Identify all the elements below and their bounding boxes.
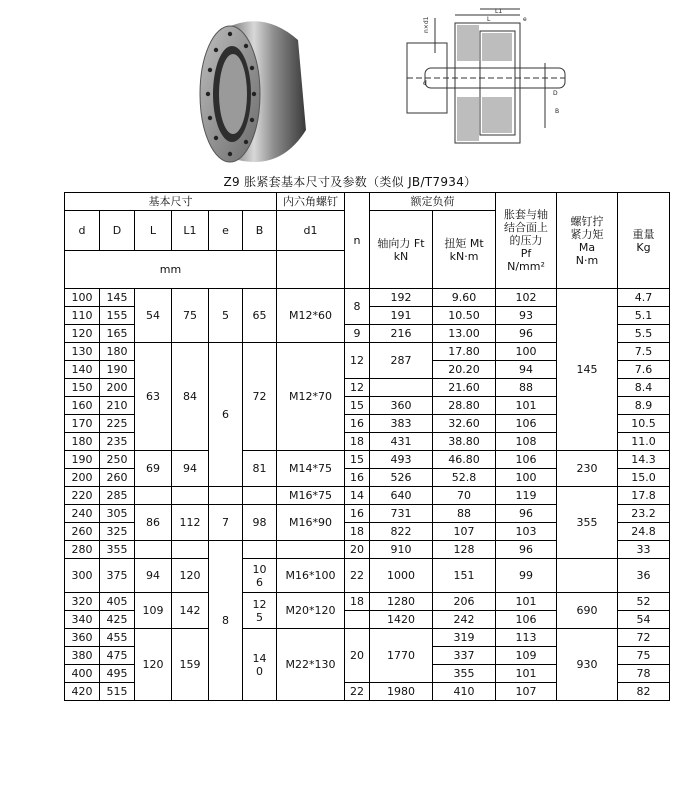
header-rated-load: 额定负荷 (370, 193, 496, 211)
cell-d: 120 (65, 325, 100, 343)
cell-e: 8 (209, 541, 243, 701)
cell-B: 65 (243, 289, 277, 343)
header-pressure (496, 193, 557, 289)
drawing-label-d: d (423, 80, 427, 87)
cell-D: 210 (100, 397, 135, 415)
cell-L: 94 (135, 559, 172, 593)
cell-kg: 5.5 (618, 325, 670, 343)
spec-table (64, 192, 670, 701)
cell-kg: 23.2 (618, 505, 670, 523)
header-basic-dims: 基本尺寸 (65, 193, 277, 211)
cell-ft: 383 (370, 415, 433, 433)
header-unit-mm: mm (65, 251, 277, 289)
cell-mt: 13.00 (433, 325, 496, 343)
header-L1: L1 (172, 211, 209, 251)
cell-D: 155 (100, 307, 135, 325)
cell-D: 285 (100, 487, 135, 505)
header-mt-line2: kN·m (449, 249, 479, 263)
cell-kg: 8.9 (618, 397, 670, 415)
cell-e-blank (209, 487, 243, 505)
cell-d1: M16*100 (277, 559, 345, 593)
cell-L1: 142 (172, 593, 209, 629)
cell-d: 160 (65, 397, 100, 415)
cell-d: 190 (65, 451, 100, 469)
header-torque-sym: Ma (578, 240, 596, 254)
cell-D: 305 (100, 505, 135, 523)
cell-d: 180 (65, 433, 100, 451)
cell-ft: 1770 (370, 629, 433, 683)
cell-pf: 101 (496, 593, 557, 611)
cell-pf: 101 (496, 665, 557, 683)
cell-pf: 106 (496, 415, 557, 433)
cell-d: 260 (65, 523, 100, 541)
cell-pf: 88 (496, 379, 557, 397)
cell-mt: 355 (433, 665, 496, 683)
cell-D: 225 (100, 415, 135, 433)
cell-ft: 731 (370, 505, 433, 523)
cell-pf: 100 (496, 469, 557, 487)
cell-kg: 17.8 (618, 487, 670, 505)
cell-ft: 1980 (370, 683, 433, 701)
cell-mt: 20.20 (433, 361, 496, 379)
cell-mt: 206 (433, 593, 496, 611)
header-axial-line1: 轴向力 Ft (377, 236, 425, 250)
header-pressure-sym: Pf (520, 247, 532, 260)
header-torque-line2: 紧力矩 (570, 227, 604, 241)
cell-d: 320 (65, 593, 100, 611)
cell-mt: 242 (433, 611, 496, 629)
header-D: D (100, 211, 135, 251)
cell-pf: 113 (496, 629, 557, 647)
cell-n-blank (345, 611, 370, 629)
cell-pf: 119 (496, 487, 557, 505)
cell-n: 12 (345, 379, 370, 397)
cell-pf: 96 (496, 325, 557, 343)
header-weight (618, 193, 670, 289)
cell-ft: 1420 (370, 611, 433, 629)
cell-ft: 360 (370, 397, 433, 415)
cell-d: 130 (65, 343, 100, 361)
cell-d1: M20*120 (277, 593, 345, 629)
cell-n: 12 (345, 343, 370, 379)
cell-kg: 75 (618, 647, 670, 665)
header-pressure-line1: 胀套与轴 (504, 208, 548, 221)
cell-mt: 32.60 (433, 415, 496, 433)
cell-mt: 10.50 (433, 307, 496, 325)
cell-kg: 7.6 (618, 361, 670, 379)
cell-d1: M12*70 (277, 343, 345, 451)
cell-mt: 38.80 (433, 433, 496, 451)
cell-L: 109 (135, 593, 172, 629)
drawing-label-D: D (553, 90, 558, 97)
cell-n: 16 (345, 415, 370, 433)
header-hex-screw: 内六角螺钉 (277, 193, 345, 211)
cell-D: 355 (100, 541, 135, 559)
cell-D: 190 (100, 361, 135, 379)
cell-D: 260 (100, 469, 135, 487)
cell-kg: 33 (618, 541, 670, 559)
cell-d: 360 (65, 629, 100, 647)
cell-kg: 36 (618, 559, 670, 593)
cell-L: 63 (135, 343, 172, 451)
cell-n: 22 (345, 683, 370, 701)
cell-n: 20 (345, 629, 370, 683)
cell-mt: 151 (433, 559, 496, 593)
cell-L1: 159 (172, 629, 209, 701)
cell-d: 170 (65, 415, 100, 433)
cell-mt: 9.60 (433, 289, 496, 307)
drawing-label-nxd1: n×d1 (423, 16, 430, 33)
cell-B: 72 (243, 343, 277, 451)
cell-ma-blank (557, 559, 618, 593)
cell-n: 8 (345, 289, 370, 325)
cell-L1-blank (172, 541, 209, 559)
cell-ma: 355 (557, 487, 618, 559)
cell-L1: 75 (172, 289, 209, 343)
cell-n: 14 (345, 487, 370, 505)
header-B: B (243, 211, 277, 251)
cell-pf: 96 (496, 505, 557, 523)
cell-d: 380 (65, 647, 100, 665)
cell-L1: 112 (172, 505, 209, 541)
cell-D: 475 (100, 647, 135, 665)
cell-kg: 54 (618, 611, 670, 629)
drawing-label-e: e (523, 16, 527, 23)
cell-pf: 106 (496, 611, 557, 629)
cell-n: 18 (345, 593, 370, 611)
cell-d: 100 (65, 289, 100, 307)
cell-d1: M16*90 (277, 505, 345, 541)
drawing-label-L1: L1 (495, 8, 503, 15)
cell-B-value: 12 5 (252, 597, 267, 624)
cell-d1: M22*130 (277, 629, 345, 701)
header-torque-mt (433, 211, 496, 289)
cell-D: 425 (100, 611, 135, 629)
cell-mt: 28.80 (433, 397, 496, 415)
cell-kg: 11.0 (618, 433, 670, 451)
header-n: n (345, 193, 370, 289)
header-weight-name: 重量 (632, 227, 655, 241)
cell-B-blank (243, 487, 277, 505)
table-title: Z9 胀紧套基本尺寸及参数（类似 JB/T7934） (223, 175, 477, 189)
expansion-sleeve-photo (186, 10, 316, 170)
cell-D: 375 (100, 559, 135, 593)
header-L: L (135, 211, 172, 251)
cell-e: 7 (209, 505, 243, 541)
cell-mt: 21.60 (433, 379, 496, 397)
cell-ma: 145 (557, 289, 618, 451)
cell-pf: 107 (496, 683, 557, 701)
header-torque-unit: N·m (575, 253, 599, 267)
cell-mt: 70 (433, 487, 496, 505)
cell-pf: 96 (496, 541, 557, 559)
cell-L1: 94 (172, 451, 209, 487)
header-d1-blank (277, 251, 345, 289)
cell-d1: M12*60 (277, 289, 345, 343)
cell-d: 340 (65, 611, 100, 629)
cell-mt: 410 (433, 683, 496, 701)
header-axial-force (370, 211, 433, 289)
cell-L1: 84 (172, 343, 209, 451)
cell-D: 455 (100, 629, 135, 647)
drawing-label-B: B (555, 108, 560, 115)
cell-B-blank (243, 541, 277, 559)
cell-ft: 910 (370, 541, 433, 559)
cell-D: 235 (100, 433, 135, 451)
cell-d: 400 (65, 665, 100, 683)
cell-pf: 109 (496, 647, 557, 665)
cell-d: 280 (65, 541, 100, 559)
cell-pf: 94 (496, 361, 557, 379)
cell-ft: 640 (370, 487, 433, 505)
cell-D: 405 (100, 593, 135, 611)
cell-kg: 7.5 (618, 343, 670, 361)
cell-B: 98 (243, 505, 277, 541)
cell-D: 250 (100, 451, 135, 469)
cell-d: 110 (65, 307, 100, 325)
cell-B-value: 14 0 (252, 651, 267, 678)
cell-ft: 822 (370, 523, 433, 541)
cell-d: 140 (65, 361, 100, 379)
cell-pf: 108 (496, 433, 557, 451)
cell-ft: 192 (370, 289, 433, 307)
cell-mt: 46.80 (433, 451, 496, 469)
cell-D: 495 (100, 665, 135, 683)
cell-n: 22 (345, 559, 370, 593)
header-weight-unit: Kg (636, 240, 651, 254)
cell-e: 5 (209, 289, 243, 343)
cell-n: 18 (345, 523, 370, 541)
cell-pf: 100 (496, 343, 557, 361)
cell-D: 180 (100, 343, 135, 361)
cell-kg: 15.0 (618, 469, 670, 487)
cell-L: 69 (135, 451, 172, 487)
cell-B (243, 559, 277, 593)
cell-L-blank (135, 487, 172, 505)
cell-n: 16 (345, 505, 370, 523)
cell-mt: 52.8 (433, 469, 496, 487)
cell-ft: 493 (370, 451, 433, 469)
cell-ma: 690 (557, 593, 618, 629)
cell-n: 9 (345, 325, 370, 343)
cell-e: 6 (209, 343, 243, 487)
cell-B: 81 (243, 451, 277, 487)
cell-L: 54 (135, 289, 172, 343)
cell-D: 325 (100, 523, 135, 541)
cell-L: 120 (135, 629, 172, 701)
cell-L1: 120 (172, 559, 209, 593)
cell-ma: 930 (557, 629, 618, 701)
cell-mt: 337 (433, 647, 496, 665)
cell-kg: 52 (618, 593, 670, 611)
cell-d: 300 (65, 559, 100, 593)
cell-mt: 17.80 (433, 343, 496, 361)
cell-B (243, 629, 277, 701)
cell-ft: 191 (370, 307, 433, 325)
header-e: e (209, 211, 243, 251)
cell-mt: 107 (433, 523, 496, 541)
cell-B (243, 593, 277, 629)
cell-mt: 319 (433, 629, 496, 647)
cell-d: 420 (65, 683, 100, 701)
cell-L-blank (135, 541, 172, 559)
header-d1: d1 (277, 211, 345, 251)
cell-mt: 128 (433, 541, 496, 559)
cell-n: 15 (345, 397, 370, 415)
cell-pf: 93 (496, 307, 557, 325)
cell-ft: 287 (370, 343, 433, 379)
cell-d: 150 (65, 379, 100, 397)
header-pressure-unit: N/mm² (507, 260, 545, 273)
header-torque-line1: 螺钉拧 (570, 214, 604, 228)
cell-n: 16 (345, 469, 370, 487)
cell-kg: 5.1 (618, 307, 670, 325)
cell-n: 15 (345, 451, 370, 469)
header-pressure-line3: 的压力 (509, 234, 543, 247)
cell-D: 200 (100, 379, 135, 397)
cell-L: 86 (135, 505, 172, 541)
cell-n: 20 (345, 541, 370, 559)
cell-ma: 230 (557, 451, 618, 487)
cell-B-value: 10 6 (252, 562, 267, 589)
cell-D: 145 (100, 289, 135, 307)
cell-kg: 24.8 (618, 523, 670, 541)
cell-ft: 1280 (370, 593, 433, 611)
cell-kg: 82 (618, 683, 670, 701)
cell-kg: 4.7 (618, 289, 670, 307)
cell-ft: 216 (370, 325, 433, 343)
cell-pf: 106 (496, 451, 557, 469)
cell-ft: 431 (370, 433, 433, 451)
cell-d: 200 (65, 469, 100, 487)
cell-ft: 526 (370, 469, 433, 487)
header-axial-line2: kN (393, 249, 409, 263)
cell-L1-blank (172, 487, 209, 505)
cell-pf: 102 (496, 289, 557, 307)
cell-D: 515 (100, 683, 135, 701)
cross-section-drawing (395, 3, 570, 153)
cell-kg: 10.5 (618, 415, 670, 433)
cell-pf: 101 (496, 397, 557, 415)
header-screw-torque (557, 193, 618, 289)
cell-n: 18 (345, 433, 370, 451)
cell-pf: 99 (496, 559, 557, 593)
drawing-label-L: L (487, 16, 491, 23)
cell-d1: M16*75 (277, 487, 345, 505)
header-mt-line1: 扭矩 Mt (444, 236, 484, 250)
cell-pf: 103 (496, 523, 557, 541)
cell-d1: M14*75 (277, 451, 345, 487)
cell-D: 165 (100, 325, 135, 343)
header-pressure-line2: 结合面上 (504, 221, 548, 234)
cell-ft: 1000 (370, 559, 433, 593)
cell-kg: 78 (618, 665, 670, 683)
cell-mt: 88 (433, 505, 496, 523)
cell-ft-blank (370, 379, 433, 397)
cell-d1-blank (277, 541, 345, 559)
cell-kg: 72 (618, 629, 670, 647)
header-d: d (65, 211, 100, 251)
cell-kg: 8.4 (618, 379, 670, 397)
cell-d: 220 (65, 487, 100, 505)
cell-kg: 14.3 (618, 451, 670, 469)
cell-d: 240 (65, 505, 100, 523)
